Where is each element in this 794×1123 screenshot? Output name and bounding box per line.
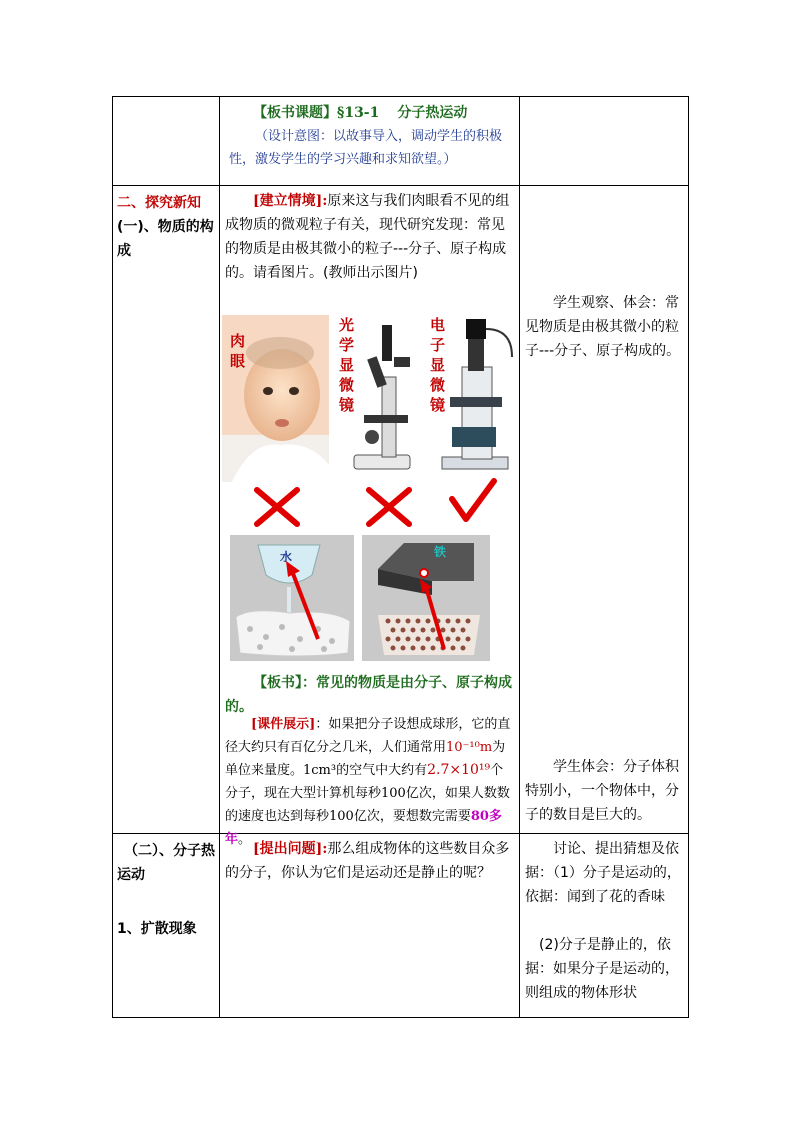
discussion-text-1: 讨论、提出猜想及依据：（1）分子是运动的，依据：闻到了花的香味 xyxy=(525,841,681,905)
scene-tag: [建立情境]: xyxy=(253,193,328,209)
scene-text: 原来这与我们肉眼看不见的组成物质的微观粒子有关，现代研究发现：常见的物质是由极其微小的粒子---分子、原子构成的。请看图片。(教师出示图片) xyxy=(225,193,510,281)
label-water: 水 xyxy=(280,550,293,564)
section-title: 二、探究新知 xyxy=(117,195,201,211)
course-years: 80多年 xyxy=(225,809,502,847)
course-count: 2.7×10¹⁹ xyxy=(427,762,491,778)
course-paragraph xyxy=(225,713,515,851)
course-tag: [课件展示] xyxy=(251,717,316,732)
section-subtitle-2: 1、扩散现象 xyxy=(117,921,197,937)
label-optical: 光学显微镜 xyxy=(339,316,355,414)
lesson-title xyxy=(253,101,513,125)
iron-molecule-image xyxy=(362,535,490,661)
section-subtitle: (一)、物质的构成 xyxy=(117,219,214,259)
course-text-3: 个分子，现在大型计算机每秒100亿次，如果人数数的速度也达到每秒100亿次，要想数完需要 xyxy=(225,763,510,824)
label-eye: 肉眼 xyxy=(230,332,246,370)
label-electron: 电子显微镜 xyxy=(430,316,446,414)
cross-icon xyxy=(364,485,414,529)
column-divider xyxy=(219,97,220,1017)
question-tag: [提出问题]: xyxy=(253,841,328,857)
student-response-1: 学生观察、体会：常见物质是由极其微小的粒子---分子、原子构成的。 xyxy=(525,295,681,359)
label-iron: 铁 xyxy=(434,545,447,559)
check-icon xyxy=(448,477,498,525)
question-paragraph xyxy=(225,837,515,885)
discussion-text-2: (2)分子是静止的，依据：如果分子是运动的，则组成的物体形状 xyxy=(525,937,679,1001)
section-heading-2 xyxy=(117,839,217,941)
title-section: §13-1 xyxy=(337,105,380,121)
course-end: 。 xyxy=(238,832,252,847)
design-intent: （设计意图：以故事导入，调动学生的积极性，激发学生的学习兴趣和求知欲望。） xyxy=(229,129,503,167)
figure-area xyxy=(222,315,518,665)
question-text: 那么组成物体的这些数目众多的分子，你认为它们是运动还是静止的呢？ xyxy=(225,841,510,881)
lesson-table xyxy=(112,96,689,1018)
section-heading xyxy=(117,191,217,263)
course-text-2: 为单位来量度。1cm³的空气中大约有 xyxy=(225,740,506,778)
row-divider xyxy=(113,185,688,186)
section-title-2: （二）、分子热运动 xyxy=(117,843,215,883)
cross-icon xyxy=(252,485,302,529)
title-tag: 【板书课题】 xyxy=(253,105,337,121)
student-response-2: 学生体会：分子体积特别小，一个物体中，分子的数目是巨大的。 xyxy=(525,759,679,823)
course-unit: 10⁻¹⁰m xyxy=(446,740,493,755)
title-name: 分子热运动 xyxy=(397,105,468,121)
course-text-1: ：如果把分子设想成球形，它的直径大约只有百亿分之几米，人们通常用 xyxy=(225,717,511,755)
board-paragraph xyxy=(225,671,515,719)
scene-paragraph xyxy=(225,189,515,285)
board-tag: 【板书】 xyxy=(253,675,302,691)
board-text: ：常见的物质是由分子、原子构成的。 xyxy=(225,675,512,715)
column-divider xyxy=(519,97,520,1017)
